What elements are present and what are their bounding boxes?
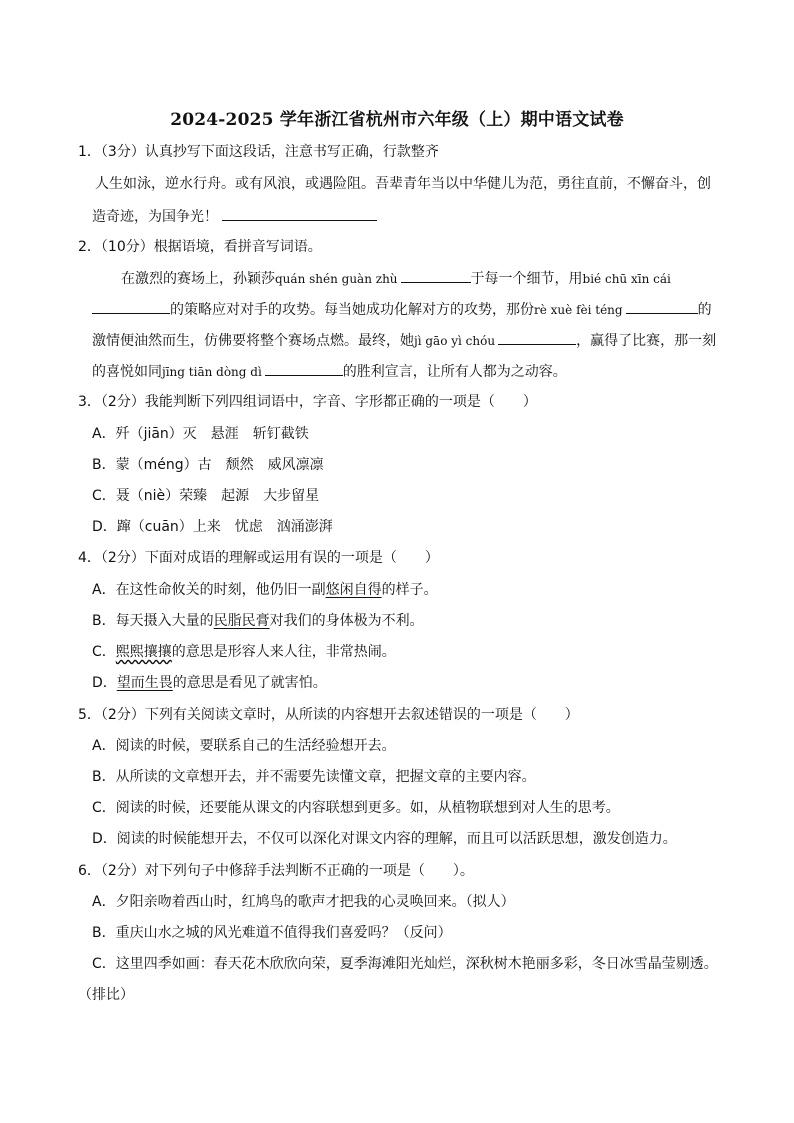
pinyin-bie-chu-xin-cai: bié chū xīn cái bbox=[582, 272, 671, 286]
question-4-option-c[interactable] bbox=[92, 643, 396, 661]
q2-blank-2[interactable] bbox=[92, 299, 170, 314]
q2-blank-1[interactable] bbox=[401, 268, 471, 283]
question-2-line-4 bbox=[92, 361, 567, 381]
q2-blank-4[interactable] bbox=[498, 330, 576, 345]
q2-text: 的喜悦如同 bbox=[92, 364, 162, 380]
q2-text: 的胜利宣言，让所有人都为之动容。 bbox=[342, 364, 567, 380]
question-1-passage-end: 造奇迹，为国争光！ bbox=[92, 209, 218, 225]
option-text: D． bbox=[92, 675, 117, 691]
q2-text: ，赢得了比赛，那一刻 bbox=[576, 333, 717, 349]
question-6-option-c-tail: （排比） bbox=[78, 987, 134, 1003]
question-3-option-c[interactable]: C．聂（niè）荣臻 起源 大步留星 bbox=[92, 488, 320, 504]
question-3-stem: 3．（2分）我能判断下列四组词语中，字音、字形都正确的一项是（ ） bbox=[78, 394, 537, 410]
question-3-option-d[interactable]: D．蹿（cuān）上来 忧虑 汹涌澎湃 bbox=[92, 519, 333, 535]
idiom-underlined: 熙熙攘攘 bbox=[115, 644, 172, 660]
pinyin-quan-shen-guan-zhu: quán shén guàn zhù bbox=[275, 272, 398, 286]
page-title: 2024-2025 学年浙江省杭州市六年级（上）期中语文试卷 bbox=[170, 110, 624, 130]
question-1-stem: 1．（3分）认真抄写下面这段话，注意书写正确，行款整齐 bbox=[78, 144, 439, 160]
q2-text: 在激烈的赛场上，孙颖莎 bbox=[121, 271, 275, 287]
pinyin-ji-gao-yi-chou: jì gāo yì chóu bbox=[414, 334, 496, 348]
question-2-stem: 2．（10分）根据语境，看拼音写词语。 bbox=[78, 239, 322, 255]
pinyin-re-xue-fei-teng: rè xuè fèi téng bbox=[534, 303, 623, 317]
question-3-option-b[interactable]: B．蒙（méng）古 颓然 威风凛凛 bbox=[92, 457, 324, 473]
pinyin-jing-tian-dong-di: jīng tiān dòng dì bbox=[162, 365, 262, 379]
option-text: 对我们的身体极为不利。 bbox=[269, 613, 424, 629]
q2-text: 于每一个细节，用 bbox=[470, 271, 583, 287]
q2-text: 的 bbox=[697, 302, 712, 318]
option-text: C． bbox=[92, 644, 116, 660]
question-2-line-2 bbox=[92, 299, 712, 319]
question-4-option-d[interactable] bbox=[92, 674, 327, 692]
question-3-option-a[interactable]: A．歼（jiān）灭 悬涯 斩钉截铁 bbox=[92, 426, 309, 442]
q2-blank-5[interactable] bbox=[265, 361, 343, 376]
question-1-answer-blank[interactable] bbox=[222, 206, 377, 221]
option-text: 的意思是看见了就害怕。 bbox=[172, 675, 327, 691]
question-2-line-1 bbox=[121, 268, 671, 288]
question-5-stem: 5．（2分）下列有关阅读文章时，从所读的内容想开去叙述错误的一项是（ ） bbox=[78, 707, 579, 723]
question-4-stem: 4．（2分）下面对成语的理解或运用有误的一项是（ ） bbox=[78, 550, 439, 566]
option-text: A．在这性命攸关的时刻，他仍旧一副 bbox=[92, 582, 326, 598]
question-5-option-a[interactable]: A．阅读的时候，要联系自己的生活经验想开去。 bbox=[92, 738, 396, 754]
question-1-passage-line-1: 人生如泳，逆水行舟。或有风浪，或遇险阻。吾辈青年当以中华健儿为范，勇往直前，不懈奋斗，创 bbox=[95, 176, 711, 192]
option-text: 的样子。 bbox=[381, 582, 438, 598]
question-6-option-b[interactable]: B．重庆山水之城的风光难道不值得我们喜爱吗？（反问） bbox=[92, 925, 452, 941]
question-5-option-c[interactable]: C．阅读的时候，还要能从课文的内容联想到更多。如，从植物联想到对人生的思考。 bbox=[92, 800, 620, 816]
question-6-option-a[interactable]: A．夕阳亲吻着西山时，红鸠鸟的歌声才把我的心灵唤回来。（拟人） bbox=[92, 894, 515, 910]
q2-text: 激情便油然而生，仿佛要将整个赛场点燃。最终，她 bbox=[92, 333, 414, 349]
question-6-stem: 6．（2分）对下列句子中修辞手法判断不正确的一项是（ ）。 bbox=[78, 863, 474, 879]
question-4-option-b[interactable] bbox=[92, 612, 424, 630]
question-5-option-b[interactable]: B．从所读的文章想开去，并不需要先读懂文章，把握文章的主要内容。 bbox=[92, 769, 536, 785]
option-text: 的意思是形容人来人往，非常热闹。 bbox=[171, 644, 396, 660]
idiom-underlined: 望而生畏 bbox=[116, 675, 173, 691]
question-6-option-c[interactable]: C．这里四季如画：春天花木欣欣向荣，夏季海滩阳光灿烂，深秋树木艳丽多彩，冬日冰雪晶莹剔透。 bbox=[92, 956, 718, 972]
option-text: B．每天摄入大量的 bbox=[92, 613, 214, 629]
idiom-underlined: 民脂民膏 bbox=[213, 613, 270, 629]
q2-text: 的策略应对对手的攻势。每当她成功化解对方的攻势，那份 bbox=[170, 302, 534, 318]
question-1-passage-line-2 bbox=[92, 206, 377, 226]
question-2-line-3 bbox=[92, 330, 716, 350]
idiom-underlined: 悠闲自得 bbox=[325, 582, 382, 598]
q2-blank-3[interactable] bbox=[626, 299, 698, 314]
question-5-option-d[interactable]: D．阅读的时候能想开去，不仅可以深化对课文内容的理解，而且可以活跃思想，激发创造力。 bbox=[92, 831, 677, 847]
question-4-option-a[interactable] bbox=[92, 581, 438, 599]
